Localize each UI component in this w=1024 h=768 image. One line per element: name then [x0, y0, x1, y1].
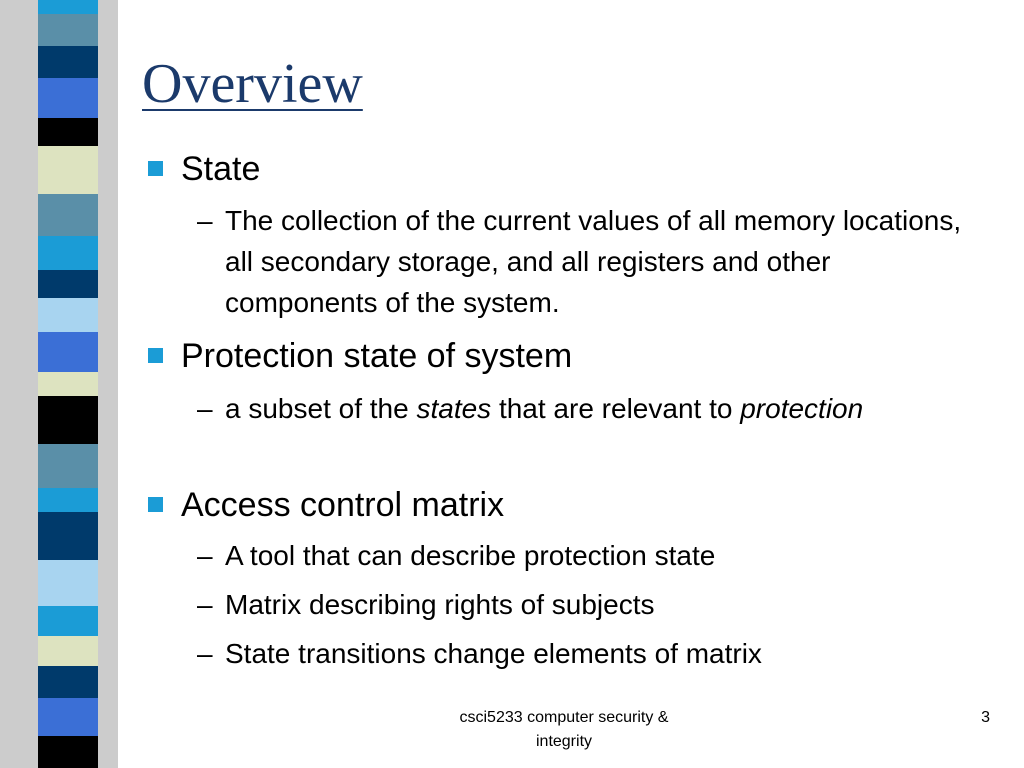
stripe — [38, 118, 98, 146]
stripe — [38, 14, 98, 46]
bullet-text: Protection state of system — [181, 337, 573, 375]
stripe — [38, 46, 98, 78]
stripe — [38, 512, 98, 560]
slide-title: Overview — [142, 53, 363, 115]
stripe — [38, 236, 98, 270]
stripe — [38, 396, 98, 444]
dash-marker: – — [197, 540, 213, 571]
sub-text — [225, 584, 985, 625]
stripe — [38, 332, 98, 372]
square-bullet-icon — [148, 348, 163, 363]
sub-text-emphasis: protection — [740, 393, 864, 424]
stripe — [38, 736, 98, 768]
square-bullet-icon — [148, 497, 163, 512]
stripe — [38, 488, 98, 512]
sub-text-part: a subset of the — [225, 393, 417, 424]
bullet-text: State — [181, 150, 261, 188]
stripe — [38, 194, 98, 236]
bullet-text: Access control matrix — [181, 486, 505, 524]
sub-text-part: State transitions change elements of matrix — [225, 638, 762, 669]
stripe — [38, 698, 98, 736]
footer-course-title — [400, 706, 728, 754]
sub-text — [225, 200, 985, 323]
sub-text — [225, 388, 865, 429]
stripe — [38, 270, 98, 298]
dash-marker: – — [197, 205, 213, 236]
stripe — [38, 444, 98, 488]
stripe — [38, 146, 98, 194]
dash-marker: – — [197, 589, 213, 620]
decorative-stripes — [38, 0, 98, 768]
stripe — [38, 78, 98, 118]
stripe — [38, 0, 98, 14]
square-bullet-icon — [148, 161, 163, 176]
sub-text-part: The collection of the current values of all memory locations, all secondary storage, and all registers and other components of the system. — [225, 205, 962, 318]
stripe — [38, 560, 98, 606]
stripe — [38, 298, 98, 332]
sub-text — [225, 633, 985, 674]
footer-line: integrity — [535, 733, 593, 750]
stripe — [38, 636, 98, 666]
stripe — [38, 666, 98, 698]
dash-marker: – — [197, 638, 213, 669]
sub-text — [225, 535, 985, 576]
dash-marker: – — [197, 393, 213, 424]
sub-text-part: Matrix describing rights of subjects — [225, 589, 655, 620]
stripe — [38, 606, 98, 636]
page-number: 3 — [981, 709, 990, 726]
decorative-sidebar — [0, 0, 118, 768]
footer-line: csci5233 computer security & — [459, 709, 669, 726]
sub-text-emphasis: states — [416, 393, 492, 424]
stripe — [38, 372, 98, 396]
sub-text-part: A tool that can describe protection state — [225, 540, 716, 571]
sub-text-part: that are relevant to — [491, 393, 741, 424]
